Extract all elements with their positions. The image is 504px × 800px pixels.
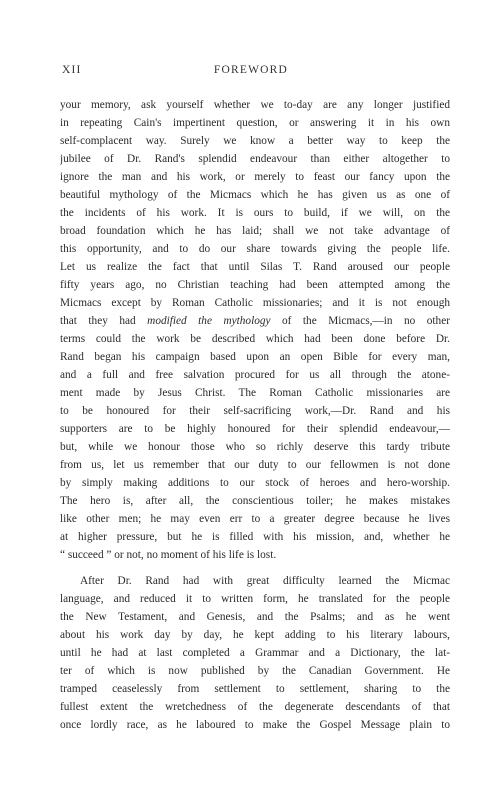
text-line: your memory, ask yourself whether we to-day are any longer justified bbox=[60, 99, 450, 111]
text-line: until he had at last completed a Grammar and a Dictionary, the lat- bbox=[60, 647, 450, 659]
text-line: beautiful mythology of the Micmacs which he has given us as one of bbox=[60, 189, 450, 201]
text-line: the incidents of his work. It is ours to build, if we will, on the bbox=[60, 207, 450, 219]
text-line: jubilee of Dr. Rand's splendid endeavour than either altogether to bbox=[60, 153, 450, 165]
paragraph bbox=[60, 572, 450, 734]
page-number: XII bbox=[62, 64, 82, 76]
text-line: once lordly race, as he laboured to make the Gospel Message plain to bbox=[60, 719, 450, 731]
text-line: ment made by Jesus Christ. The Roman Catholic missionaries are bbox=[60, 387, 450, 399]
page-header bbox=[62, 64, 440, 84]
text-line: Rand began his campaign based upon an open Bible for every man, bbox=[60, 351, 450, 363]
text-line: supporters are to be highly honoured for their splendid endeavour,— bbox=[60, 423, 450, 435]
text-run: of the Micmacs,—in no other bbox=[270, 315, 450, 327]
text-line: to be honoured for their self-sacrificing work,—Dr. Rand and his bbox=[60, 405, 450, 417]
text-line: ignore the man and his work, or merely to feast our fancy upon the bbox=[60, 171, 450, 183]
text-line: After Dr. Rand had with great difficulty learned the Micmac bbox=[80, 575, 450, 587]
text-line: Let us realize the fact that until Silas T. Rand aroused our people bbox=[60, 261, 450, 273]
text-line: but, while we honour those who so richly deserve this tardy tribute bbox=[60, 441, 450, 453]
paragraph bbox=[60, 96, 450, 564]
text-line: like other men; he may even err to a greater degree because he lives bbox=[60, 513, 450, 525]
text-line: language, and reduced it to written form, he translated for the people bbox=[60, 593, 450, 605]
text-line: at higher pressure, but he is filled with his mission, and, whether he bbox=[60, 531, 450, 543]
text-line: from us, let us remember that our duty to our fellowmen is not done bbox=[60, 459, 450, 471]
text-line: in repeating Cain's impertinent question, or answering it in his own bbox=[60, 117, 450, 129]
body-text bbox=[60, 96, 450, 734]
text-line: tramped ceaselessly from settlement to settlement, sharing to the bbox=[60, 683, 450, 695]
text-line: by simply making additions to our stock of heroes and hero-worship. bbox=[60, 477, 450, 489]
text-line: the New Testament, and Genesis, and the Psalms; and as he went bbox=[60, 611, 450, 623]
text-line: terms could the work be described which had been done before Dr. bbox=[60, 333, 450, 345]
text-line: “ succeed ” or not, no moment of his life is lost. bbox=[60, 549, 277, 561]
text-line: ter of which is now published by the Canadian Government. He bbox=[60, 665, 450, 677]
text-line: and a full and free salvation procured for us all through the atone- bbox=[60, 369, 450, 381]
text-run: that they had bbox=[60, 315, 148, 327]
text-line: fifty years ago, no Christian teaching had been attempted among the bbox=[60, 279, 450, 291]
running-title: FOREWORD bbox=[213, 64, 289, 76]
paragraph-gap bbox=[60, 564, 450, 572]
text-line: broad foundation which he has laid; shall we not take advantage of bbox=[60, 225, 450, 237]
text-line: this opportunity, and to do our share towards giving the people life. bbox=[60, 243, 450, 255]
text-line: fullest extent the wretchedness of the degenerate descendants of that bbox=[60, 701, 450, 713]
text-line: The hero is, after all, the conscientious toiler; he makes mistakes bbox=[60, 495, 450, 507]
italic-phrase: modified the mythology bbox=[147, 315, 271, 327]
text-line bbox=[60, 312, 450, 330]
text-line: Micmacs except by Roman Catholic missionaries; and it is not enough bbox=[60, 297, 450, 309]
text-line: self-complacent way. Surely we know a better way to keep the bbox=[60, 135, 450, 147]
text-line: about his work day by day, he kept adding to his literary labours, bbox=[60, 629, 450, 641]
